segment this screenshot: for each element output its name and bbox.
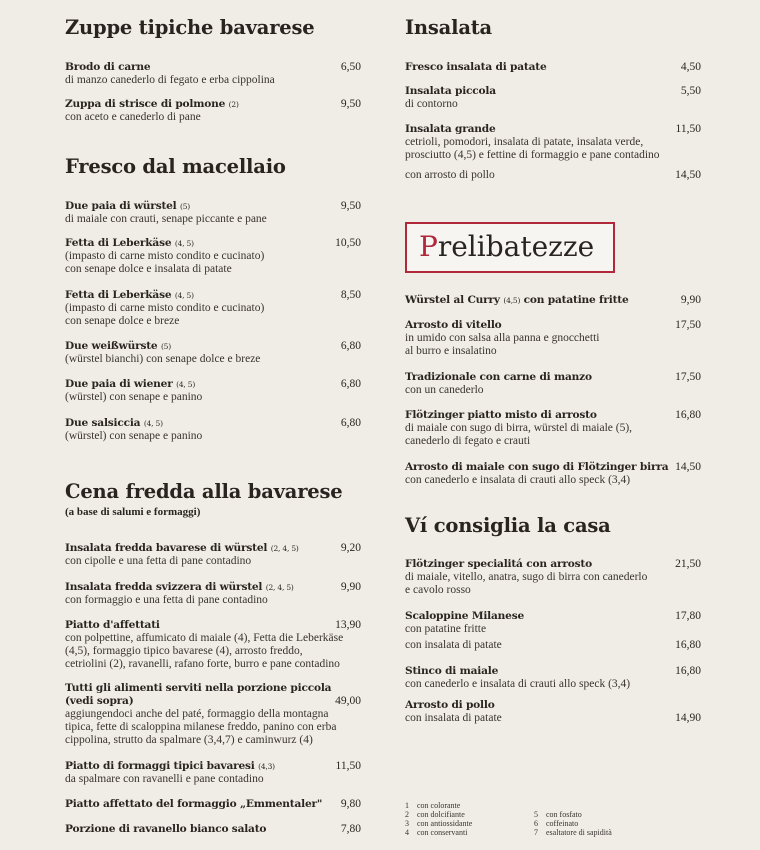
menu-item bbox=[65, 340, 361, 366]
menu-item-header bbox=[405, 61, 701, 74]
item-description: (4,5), formaggio tipico bavarese (4), arrosto freddo, bbox=[65, 645, 303, 657]
menu-item bbox=[65, 98, 361, 124]
menu-item bbox=[405, 699, 701, 725]
item-price: 6,80 bbox=[340, 340, 361, 352]
item-description: aggiungendoci anche del paté, formaggio della montagna bbox=[65, 708, 329, 720]
footnote-number: 1 bbox=[405, 801, 409, 810]
item-description: di maiale, vitello, anatra, sugo di birra con canederlo bbox=[405, 571, 648, 583]
menu-item bbox=[65, 798, 361, 811]
item-name: Due paia di würstel (5) bbox=[65, 200, 191, 212]
footnote-text: con colorante bbox=[417, 801, 461, 810]
menu-item-header bbox=[405, 461, 701, 474]
menu-item bbox=[65, 581, 361, 607]
item-name-cont: (vedi sopra) bbox=[65, 695, 134, 707]
section-title: Zuppe tipiche bavarese bbox=[65, 16, 315, 39]
item-description: di manzo canederlo di fegato e erba cippolina bbox=[65, 74, 275, 86]
item-description: tipica, fette di scaloppina milanese freddo, panino con erba bbox=[65, 721, 337, 733]
item-name: Zuppa di strisce di polmone (2) bbox=[65, 98, 239, 110]
item-description: con canederlo e insalata di crauti allo speck (3,4) bbox=[405, 474, 631, 486]
menu-item-header bbox=[405, 699, 701, 712]
item-price: 9,50 bbox=[340, 98, 361, 110]
item-name: Porzione di ravanello bianco salato bbox=[65, 823, 267, 835]
menu-item bbox=[405, 610, 701, 652]
item-price: 4,50 bbox=[680, 61, 701, 73]
menu-item-header bbox=[65, 798, 361, 811]
variant-price: 16,80 bbox=[675, 639, 701, 651]
menu-item-header bbox=[65, 98, 361, 111]
menu-item-header bbox=[405, 610, 701, 623]
menu-item-header bbox=[405, 85, 701, 98]
item-price: 5,50 bbox=[680, 85, 701, 97]
item-description: con senape dolce e breze bbox=[65, 315, 180, 327]
menu-item bbox=[65, 417, 361, 443]
footnote bbox=[534, 828, 612, 837]
menu-item-header bbox=[405, 319, 701, 332]
menu-item-header bbox=[65, 237, 361, 250]
allergen-codes: (4, 5) bbox=[174, 239, 194, 248]
item-price: 16,80 bbox=[675, 409, 701, 421]
item-description: con cipolle e una fetta di pane contadino bbox=[65, 555, 252, 567]
item-price: 16,80 bbox=[675, 665, 701, 677]
allergen-codes: (4,5) bbox=[503, 296, 521, 305]
item-name: Fetta di Leberkäse (4, 5) bbox=[65, 289, 194, 301]
item-price: 17,50 bbox=[675, 371, 701, 383]
item-price: 6,80 bbox=[340, 417, 361, 429]
section-title: Prelibatezze bbox=[419, 230, 595, 263]
item-price: 9,90 bbox=[680, 294, 701, 306]
item-price: 14,50 bbox=[675, 461, 701, 473]
footnote-number: 7 bbox=[534, 828, 538, 837]
footnote bbox=[534, 819, 578, 828]
footnote-number: 2 bbox=[405, 810, 409, 819]
menu-item-header bbox=[65, 823, 361, 836]
menu-item bbox=[405, 294, 701, 307]
footnote-text: esaltatore di sapidità bbox=[546, 828, 612, 837]
menu-item-header bbox=[405, 294, 701, 307]
section-title: Fresco dal macellaio bbox=[65, 155, 286, 178]
item-price: 13,90 bbox=[335, 619, 361, 631]
item-description: (würstel) con senape e panino bbox=[65, 391, 203, 403]
menu-item-header bbox=[405, 123, 701, 136]
menu-item-header bbox=[405, 409, 701, 422]
item-description: cetrioli, pomodori, insalata di patate, insalata verde, bbox=[405, 136, 644, 148]
item-variant bbox=[405, 712, 701, 725]
item-name: Scaloppine Milanese bbox=[405, 610, 525, 622]
item-name: Insalata fredda svizzera di würstel (2, 4, 5) bbox=[65, 581, 294, 593]
item-description: (würstel) con senape e panino bbox=[65, 430, 203, 442]
menu-item bbox=[65, 542, 361, 568]
item-description: (würstel bianchi) con senape dolce e breze bbox=[65, 353, 261, 365]
item-description: in umido con salsa alla panna e gnocchetti bbox=[405, 332, 600, 344]
item-description: di maiale con sugo di birra, würstel di maiale (5), bbox=[405, 422, 633, 434]
menu-item-header bbox=[65, 340, 361, 353]
menu-item-header bbox=[65, 682, 361, 695]
item-name: Brodo di carne bbox=[65, 61, 151, 73]
item-price: 9,50 bbox=[340, 200, 361, 212]
item-price: 6,50 bbox=[340, 61, 361, 73]
item-price: 9,90 bbox=[340, 581, 361, 593]
title-initial: P bbox=[419, 230, 438, 263]
menu-item-header bbox=[65, 417, 361, 430]
section-subtitle: (a base di salumi e formaggi) bbox=[65, 506, 201, 518]
item-variant bbox=[405, 639, 701, 652]
footnote-text: coffeinato bbox=[546, 819, 579, 828]
allergen-codes: (5) bbox=[160, 342, 171, 351]
item-price: 8,50 bbox=[340, 289, 361, 301]
section-title: Insalata bbox=[405, 16, 492, 39]
variant-price: 14,50 bbox=[675, 169, 701, 181]
item-description: di contorno bbox=[405, 98, 458, 110]
item-description: con un canederlo bbox=[405, 384, 484, 396]
allergen-codes: (4, 5) bbox=[176, 380, 196, 389]
item-name: Due salsiccia (4, 5) bbox=[65, 417, 163, 429]
item-name: Tradizionale con carne di manzo bbox=[405, 371, 592, 383]
section-title: Cena fredda alla bavarese bbox=[65, 480, 343, 503]
item-name: Insalata grande bbox=[405, 123, 496, 135]
menu-item bbox=[65, 760, 361, 786]
variant-name: con insalata di patate bbox=[405, 712, 502, 724]
variant-name: con arrosto di pollo bbox=[405, 169, 495, 181]
menu-item bbox=[405, 123, 701, 182]
menu-item bbox=[405, 665, 701, 691]
item-description: con aceto e canederlo di pane bbox=[65, 111, 201, 123]
item-variant bbox=[405, 169, 701, 182]
menu-item bbox=[405, 558, 701, 597]
item-name: Arrosto di maiale con sugo di Flötzinger birra bbox=[405, 461, 669, 473]
menu-item-header bbox=[405, 665, 701, 678]
item-price: 9,20 bbox=[340, 542, 361, 554]
item-name: Stinco di maiale bbox=[405, 665, 499, 677]
allergen-codes: (2, 4, 5) bbox=[270, 544, 299, 553]
footnote-text: con conservanti bbox=[417, 828, 468, 837]
item-name: Piatto di formaggi tipici bavaresi (4,3) bbox=[65, 760, 275, 772]
item-name: Flötzinger specialitá con arrosto bbox=[405, 558, 592, 570]
item-description: (impasto di carne misto condito e cucinato) bbox=[65, 250, 265, 262]
footnote bbox=[405, 801, 460, 810]
menu-item-header bbox=[65, 289, 361, 302]
footnote-number: 5 bbox=[534, 810, 538, 819]
footnote bbox=[534, 810, 582, 819]
item-name: Tutti gli alimenti serviti nella porzione piccola bbox=[65, 682, 332, 694]
item-description: con polpettine, affumicato di maiale (4), Fetta die Leberkäse bbox=[65, 632, 344, 644]
item-description: cetriolini (2), ravanelli, rafano forte, burro e pane contadino bbox=[65, 658, 340, 670]
item-name: Due weißwürste (5) bbox=[65, 340, 171, 352]
item-description: di maiale con crauti, senape piccante e pane bbox=[65, 213, 267, 225]
menu-item-header bbox=[65, 581, 361, 594]
item-price: 11,50 bbox=[675, 123, 701, 135]
item-description: con senape dolce e insalata di patate bbox=[65, 263, 232, 275]
footnote-number: 4 bbox=[405, 828, 409, 837]
menu-item-header bbox=[65, 200, 361, 213]
item-price: 10,50 bbox=[335, 237, 361, 249]
item-name: Fresco insalata di patate bbox=[405, 61, 547, 73]
menu-item bbox=[65, 289, 361, 328]
item-price: 11,50 bbox=[335, 760, 361, 772]
footnote bbox=[405, 810, 465, 819]
menu-item-header bbox=[65, 542, 361, 555]
item-name: Arrosto di pollo bbox=[405, 699, 495, 711]
menu-item-header-cont bbox=[65, 695, 361, 708]
item-description: con formaggio e una fetta di pane contadino bbox=[65, 594, 268, 606]
menu-item-header bbox=[65, 378, 361, 391]
item-price: 17,80 bbox=[675, 610, 701, 622]
item-price: 17,50 bbox=[675, 319, 701, 331]
footnote-text: con antiossidante bbox=[417, 819, 473, 828]
menu-item-header bbox=[405, 558, 701, 571]
allergen-codes: (4, 5) bbox=[143, 419, 163, 428]
item-name: Piatto affettato del formaggio „Emmentaler" bbox=[65, 798, 323, 810]
menu-item bbox=[65, 61, 361, 87]
variant-name: con insalata di patate bbox=[405, 639, 502, 651]
item-description: cippolina, strutto da spalmare (3,4,7) e caminwurz (4) bbox=[65, 734, 313, 746]
item-description: canederlo di fegato e crauti bbox=[405, 435, 531, 447]
item-name: Fetta di Leberkäse (4, 5) bbox=[65, 237, 194, 249]
item-description: (impasto di carne misto condito e cucinato) bbox=[65, 302, 265, 314]
section-title-box bbox=[405, 222, 615, 273]
footnote bbox=[405, 819, 472, 828]
item-description: con canederlo e insalata di crauti allo speck (3,4) bbox=[405, 678, 631, 690]
menu-item bbox=[405, 61, 701, 74]
item-description: con patatine fritte bbox=[405, 623, 487, 635]
item-name: Insalata fredda bavarese di würstel (2, 4, 5) bbox=[65, 542, 299, 554]
item-price: 7,80 bbox=[340, 823, 361, 835]
item-name: Piatto d'affettati bbox=[65, 619, 160, 631]
menu-item bbox=[65, 619, 361, 671]
item-price: 21,50 bbox=[675, 558, 701, 570]
menu-item-header bbox=[65, 760, 361, 773]
footnote-number: 6 bbox=[534, 819, 538, 828]
allergen-codes: (2) bbox=[228, 100, 239, 109]
menu-item bbox=[65, 823, 361, 836]
item-price: 6,80 bbox=[340, 378, 361, 390]
menu-item bbox=[405, 371, 701, 397]
item-price: 49,00 bbox=[335, 695, 361, 707]
item-name: Insalata piccola bbox=[405, 85, 496, 97]
menu-item-header bbox=[405, 371, 701, 384]
item-description: da spalmare con ravanelli e pane contadino bbox=[65, 773, 264, 785]
menu-item-header bbox=[65, 61, 361, 74]
menu-item bbox=[65, 200, 361, 226]
menu-item bbox=[65, 378, 361, 404]
footnote-number: 3 bbox=[405, 819, 409, 828]
item-description: prosciutto (4,5) e fettine di formaggio e pane contadino bbox=[405, 149, 660, 161]
item-name: Würstel al Curry (4,5) con patatine fritte bbox=[405, 294, 629, 306]
item-name: Arrosto di vitello bbox=[405, 319, 502, 331]
item-name: Due paia di wiener (4, 5) bbox=[65, 378, 196, 390]
item-price: 9,80 bbox=[340, 798, 361, 810]
menu-item-header bbox=[65, 619, 361, 632]
section-title: Ví consiglia la casa bbox=[405, 514, 611, 537]
item-name: Flötzinger piatto misto di arrosto bbox=[405, 409, 597, 421]
menu-item bbox=[405, 319, 701, 358]
item-description: e cavolo rosso bbox=[405, 584, 471, 596]
allergen-codes: (5) bbox=[180, 202, 191, 211]
menu-item bbox=[65, 237, 361, 276]
menu-item bbox=[405, 461, 701, 487]
footnote-text: con fosfato bbox=[546, 810, 582, 819]
allergen-codes: (2, 4, 5) bbox=[265, 583, 294, 592]
allergen-codes: (4,3) bbox=[258, 762, 275, 771]
menu-item bbox=[65, 682, 361, 747]
allergen-codes: (4, 5) bbox=[174, 291, 194, 300]
footnote bbox=[405, 828, 467, 837]
footnote-text: con dolcifiante bbox=[417, 810, 465, 819]
item-description: al burro e insalatino bbox=[405, 345, 497, 357]
variant-price: 14,90 bbox=[675, 712, 701, 724]
menu-item bbox=[405, 409, 701, 448]
menu-item bbox=[405, 85, 701, 111]
